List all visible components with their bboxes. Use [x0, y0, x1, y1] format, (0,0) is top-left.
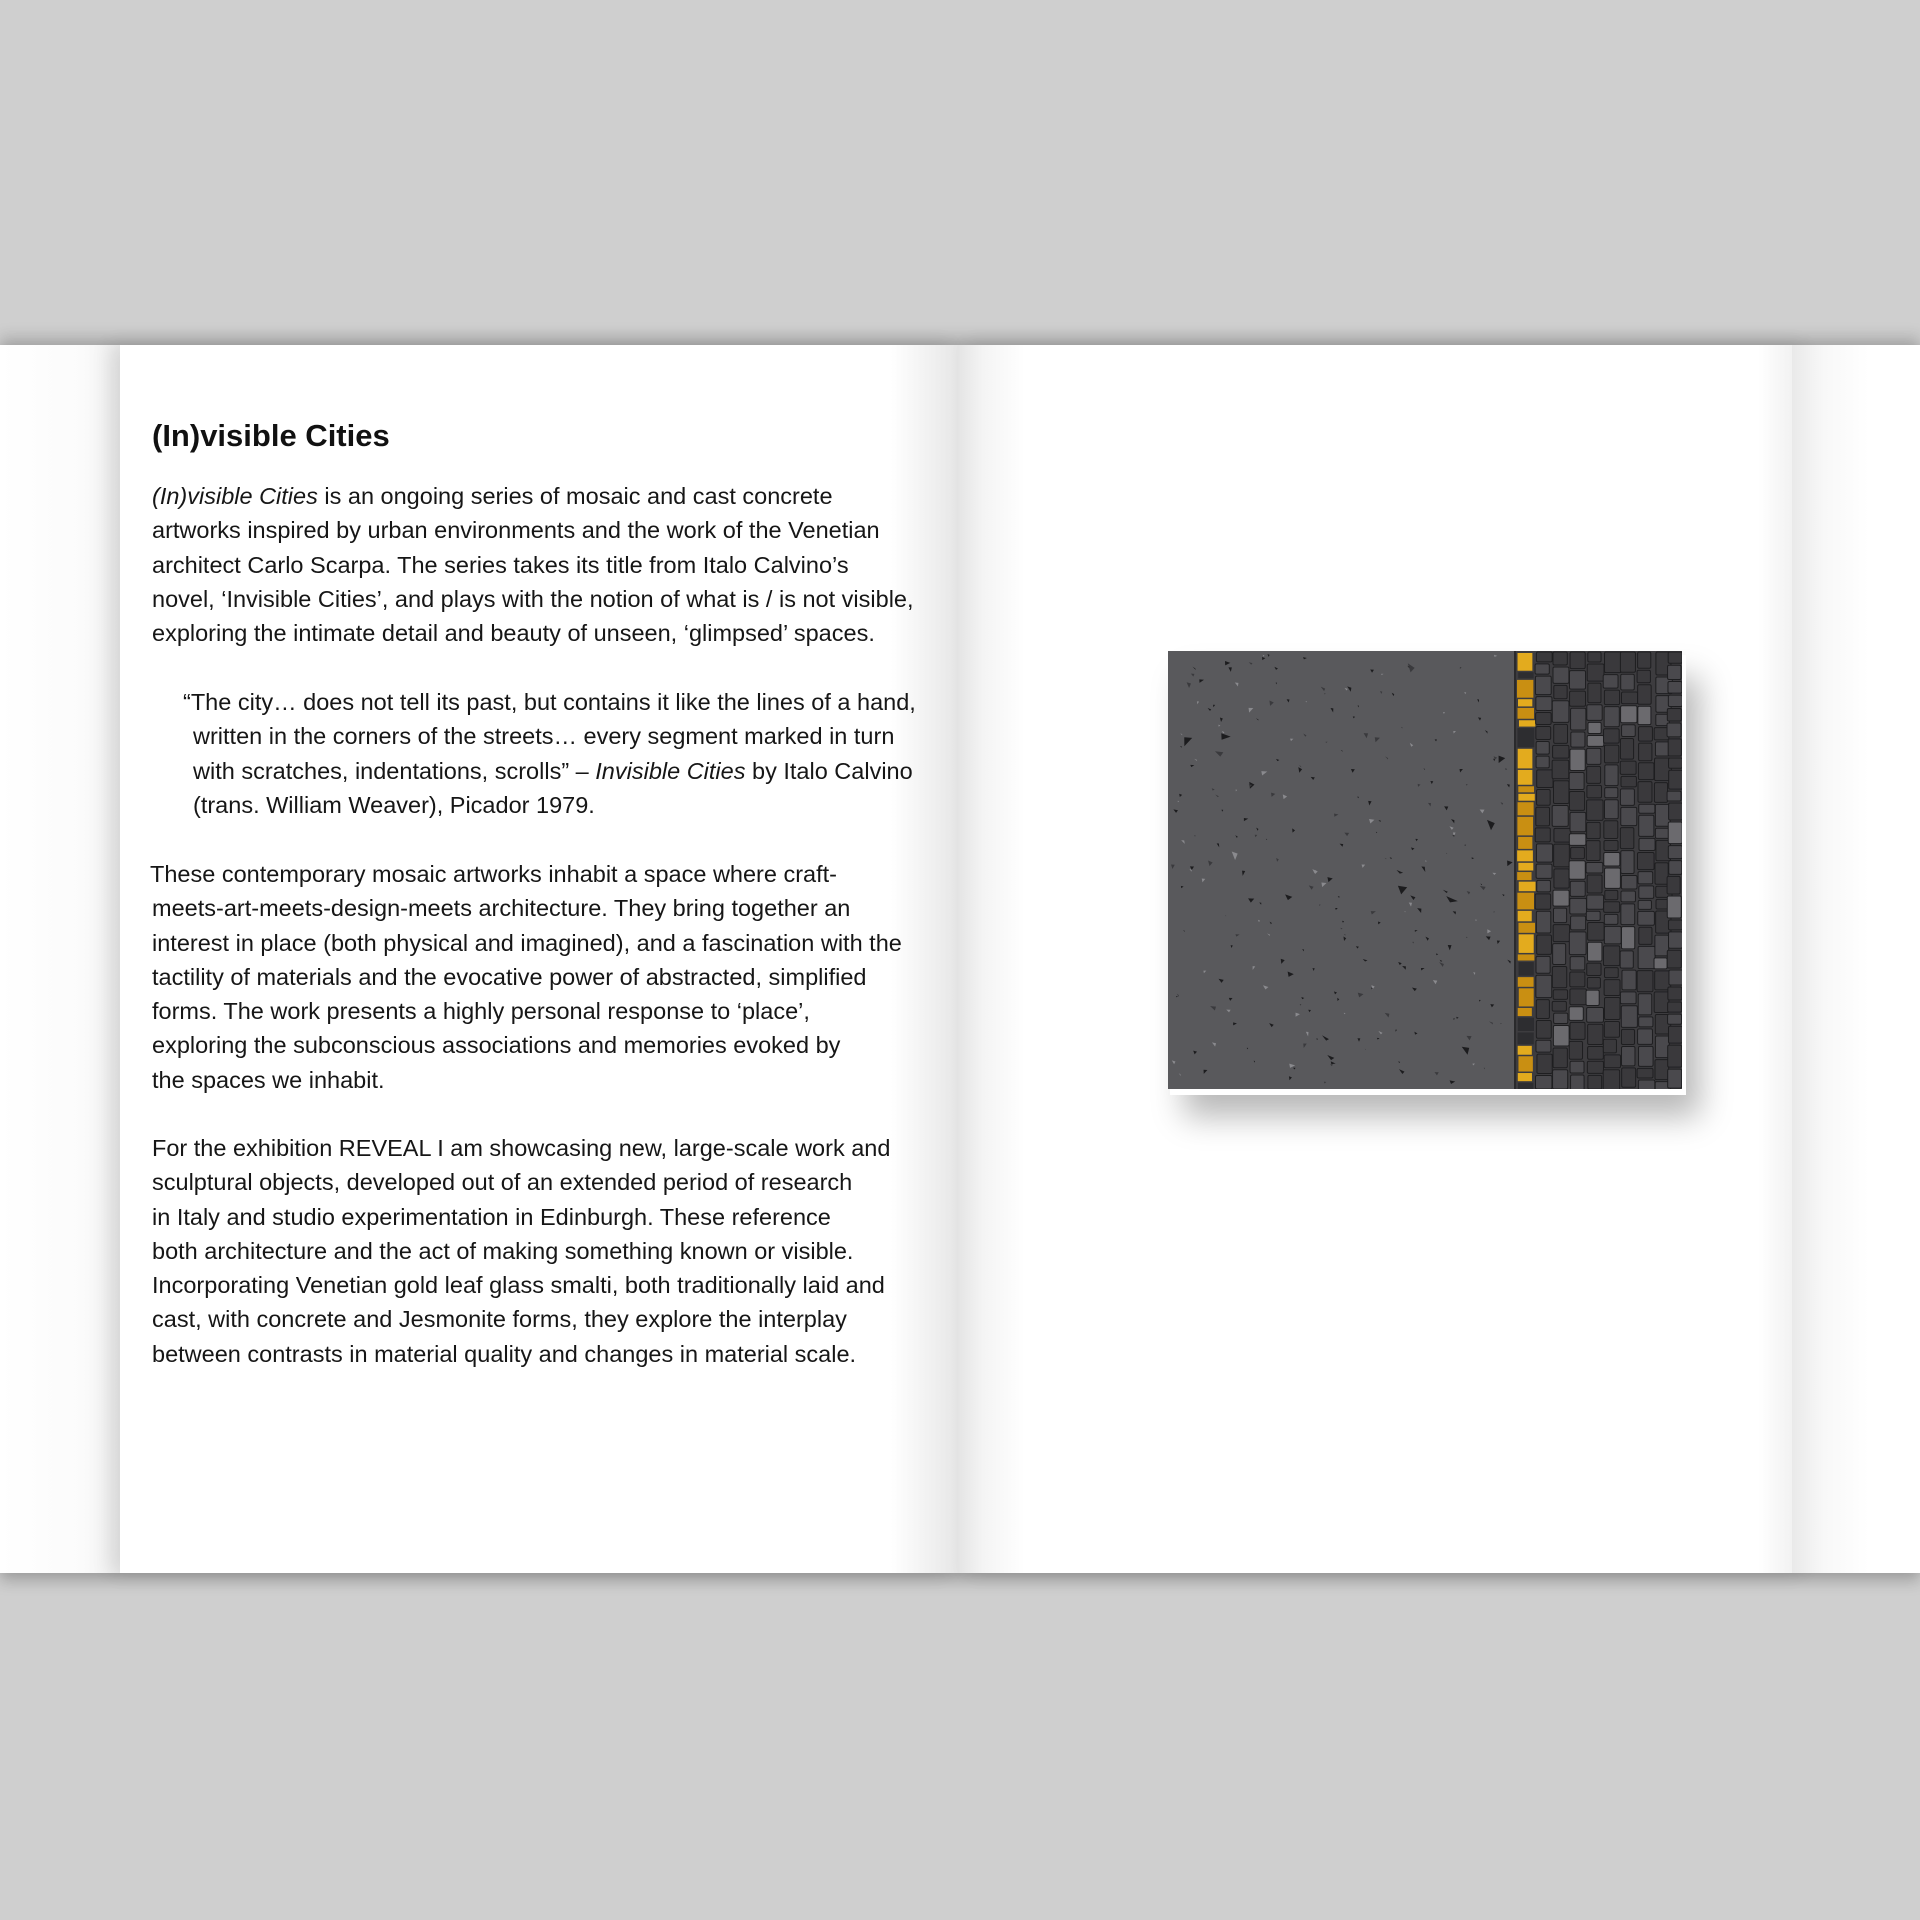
page-title: (In)visible Cities [152, 418, 390, 453]
next-page-edge [1792, 345, 1920, 1573]
body-line: exploring the subconscious associations and memories evoked by [152, 1032, 841, 1059]
intro-line: architect Carlo Scarpa. The series takes its title from Italo Calvino’s [152, 551, 849, 578]
body-line: For the exhibition REVEAL I am showcasing new, large-scale work and [152, 1135, 891, 1161]
body-line: the spaces we inhabit. [152, 1066, 385, 1093]
body-line: in Italy and studio experimentation in Edinburgh. These reference [152, 1203, 831, 1230]
body-paragraph-3 [152, 1131, 932, 1371]
body-line: These contemporary mosaic artworks inhabit a space where craft- [150, 861, 838, 887]
body-line: interest in place (both physical and imagined), and a fascination with the [152, 929, 902, 956]
body-line: forms. The work presents a highly personal response to ‘place’, [152, 998, 810, 1025]
quote-book-title: Invisible Cities [595, 757, 746, 784]
quote-line3-post: by Italo Calvino [745, 757, 913, 784]
intro-line: artworks inspired by urban environments and the work of the Venetian [152, 517, 880, 544]
body-paragraph-2 [152, 857, 932, 1097]
quote-line: written in the corners of the streets… every segment marked in turn [193, 723, 895, 750]
body-line: tactility of materials and the evocative power of abstracted, simplified [152, 963, 867, 990]
quote-line: (trans. William Weaver), Picador 1979. [193, 791, 595, 818]
intro-line: novel, ‘Invisible Cities’, and plays with the notion of what is / is not visible, [152, 585, 914, 612]
intro-line: exploring the intimate detail and beauty of unseen, ‘glimpsed’ spaces. [152, 620, 875, 647]
intro-first-line [152, 479, 932, 513]
body-line: meets-art-meets-design-meets architecture. They bring together an [152, 895, 851, 922]
quote-line: “The city… does not tell its past, but contains it like the lines of a hand, [183, 689, 916, 715]
body-line: between contrasts in material quality and changes in material scale. [152, 1340, 857, 1367]
intro-title-italic: (In)visible Cities [152, 483, 318, 509]
body-line: Incorporating Venetian gold leaf glass smalti, both traditionally laid and [152, 1272, 885, 1299]
intro-first-line-rest: is an ongoing series of mosaic and cast concrete [317, 483, 833, 509]
body-line: sculptural objects, developed out of an extended period of research [152, 1169, 853, 1196]
intro-paragraph [152, 479, 932, 650]
mosaic-artwork-image [1168, 651, 1682, 1089]
body-line: both architecture and the act of making something known or visible. [152, 1237, 854, 1264]
quote-line3-pre: with scratches, indentations, scrolls” – [193, 757, 596, 784]
body-line: cast, with concrete and Jesmonite forms, they explore the interplay [152, 1306, 847, 1333]
previous-page-edge [0, 345, 120, 1573]
calvino-quote [183, 685, 943, 822]
quote-line [183, 754, 943, 788]
